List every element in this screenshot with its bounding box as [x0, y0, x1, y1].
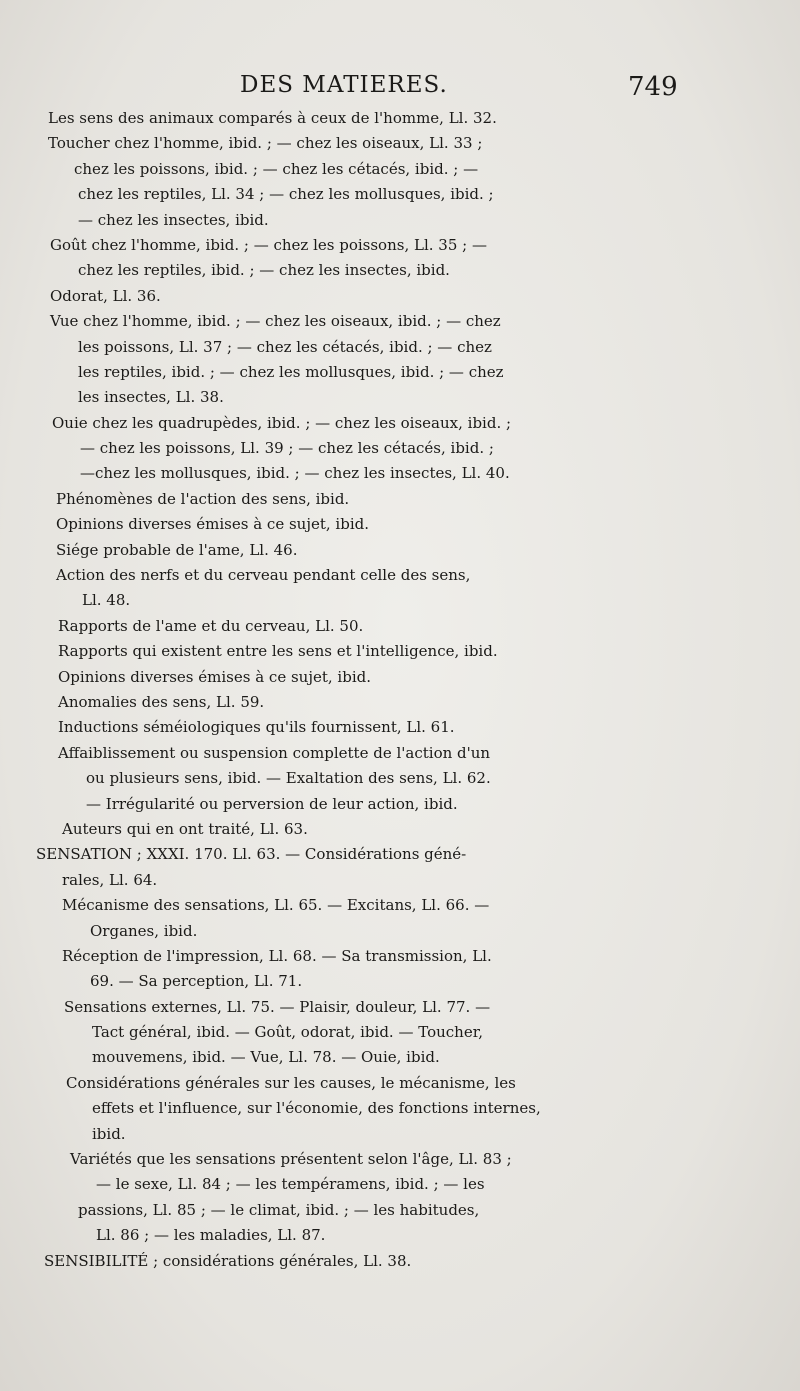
index-line: SENSIBILITÉ ; considérations générales, Ll. 38. [44, 1251, 412, 1270]
index-line: Action des nerfs et du cerveau pendant celle des sens, [56, 566, 471, 585]
index-line: effets et l'influence, sur l'économie, des fonctions internes, [92, 1099, 541, 1118]
index-line: Rapports de l'ame et du cerveau, Ll. 50. [58, 616, 364, 635]
index-line: Odorat, Ll. 36. [50, 286, 161, 305]
index-line: Ouie chez les quadrupèdes, ibid. ; — chez les oiseaux, ibid. ; [52, 413, 512, 432]
index-line: mouvemens, ibid. — Vue, Ll. 78. — Ouie, ibid. [92, 1048, 440, 1067]
running-title: DES MATIERES. [240, 72, 448, 98]
index-line: Vue chez l'homme, ibid. ; — chez les oiseaux, ibid. ; — chez [50, 312, 501, 331]
index-line: les poissons, Ll. 37 ; — chez les cétacés, ibid. ; — chez [78, 337, 492, 356]
index-line: — le sexe, Ll. 84 ; — les tempéramens, ibid. ; — les [96, 1175, 485, 1194]
index-line: —chez les mollusques, ibid. ; — chez les insectes, Ll. 40. [80, 464, 510, 483]
page-number: 749 [628, 72, 678, 102]
index-line: Les sens des animaux comparés à ceux de l'homme, Ll. 32. [48, 109, 497, 127]
index-line: 69. — Sa perception, Ll. 71. [90, 972, 303, 991]
index-line: Organes, ibid. [90, 921, 198, 940]
index-line: Tact général, ibid. — Goût, odorat, ibid. — Toucher, [92, 1023, 483, 1042]
index-line: — chez les insectes, ibid. [78, 210, 269, 229]
index-text [0, 106, 800, 1274]
index-line: Opinions diverses émises à ce sujet, ibid. [58, 667, 371, 686]
index-line: chez les reptiles, Ll. 34 ; — chez les mollusques, ibid. ; [78, 185, 494, 204]
index-line: chez les reptiles, ibid. ; — chez les insectes, ibid. [78, 261, 450, 280]
index-line: Goût chez l'homme, ibid. ; — chez les poissons, Ll. 35 ; — [50, 235, 487, 254]
index-line: Considérations générales sur les causes, le mécanisme, les [66, 1073, 516, 1092]
index-line: les insectes, Ll. 38. [78, 388, 224, 407]
index-line: Ll. 48. [82, 591, 131, 610]
index-line: les reptiles, ibid. ; — chez les mollusques, ibid. ; — chez [78, 362, 504, 381]
index-line: Mécanisme des sensations, Ll. 65. — Excitans, Ll. 66. — [62, 896, 490, 915]
index-line: rales, Ll. 64. [62, 870, 158, 889]
index-line: Ll. 86 ; — les maladies, Ll. 87. [96, 1226, 326, 1245]
index-line: Inductions séméiologiques qu'ils fournissent, Ll. 61. [58, 718, 455, 737]
index-line: Auteurs qui en ont traité, Ll. 63. [62, 819, 308, 838]
index-line: passions, Ll. 85 ; — le climat, ibid. ; — les habitudes, [78, 1200, 480, 1219]
index-line: Réception de l'impression, Ll. 68. — Sa transmission, Ll. [62, 946, 492, 965]
index-line: ibid. [92, 1124, 126, 1143]
index-line: Phénomènes de l'action des sens, ibid. [56, 489, 350, 508]
index-line: — Irrégularité ou perversion de leur action, ibid. [86, 794, 458, 813]
index-line: Sensations externes, Ll. 75. — Plaisir, douleur, Ll. 77. — [64, 997, 491, 1016]
index-line: ou plusieurs sens, ibid. — Exaltation des sens, Ll. 62. [86, 769, 491, 788]
index-line: Opinions diverses émises à ce sujet, ibid. [56, 515, 369, 534]
index-line: SENSATION ; XXXI. 170. Ll. 63. — Considérations géné- [36, 845, 467, 864]
index-line: Variétés que les sensations présentent selon l'âge, Ll. 83 ; [70, 1150, 512, 1169]
index-line: Rapports qui existent entre les sens et l'intelligence, ibid. [58, 642, 498, 661]
index-line: Siége probable de l'ame, Ll. 46. [56, 540, 298, 559]
index-line: Anomalies des sens, Ll. 59. [58, 692, 265, 711]
index-line: — chez les poissons, Ll. 39 ; — chez les cétacés, ibid. ; [80, 439, 494, 458]
index-line: chez les poissons, ibid. ; — chez les cétacés, ibid. ; — [74, 159, 479, 178]
index-line: Toucher chez l'homme, ibid. ; — chez les oiseaux, Ll. 33 ; [48, 134, 483, 153]
index-line: Affaiblissement ou suspension complette de l'action d'un [58, 743, 491, 762]
